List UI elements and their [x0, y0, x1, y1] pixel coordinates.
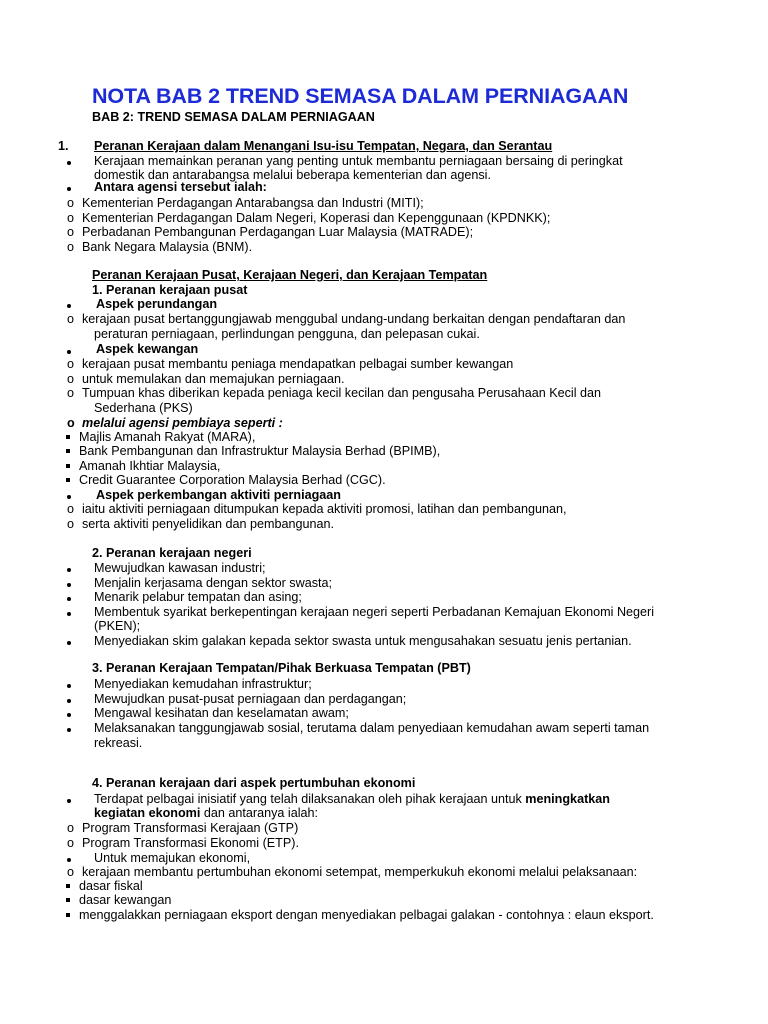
bullet-dot: [67, 583, 71, 587]
list-item: menggalakkan perniagaan eksport dengan menyediakan pelbagai galakan - contohnya : elaun eksport.: [79, 908, 654, 922]
bullet-dot: [67, 187, 71, 191]
paragraph-line: [94, 792, 610, 807]
subsection-heading: 4. Peranan kerajaan dari aspek pertumbuhan ekonomi: [92, 776, 416, 790]
circle-bullet: o: [67, 225, 75, 239]
list-item: Menyediakan skim galakan kepada sektor swasta untuk mengusahakan sesuatu jenis pertanian.: [94, 634, 632, 648]
paragraph-line: Untuk memajukan ekonomi,: [94, 851, 251, 865]
list-item: Menjalin kerjasama dengan sektor swasta;: [94, 576, 333, 590]
square-bullet: [66, 464, 70, 468]
square-bullet: [66, 884, 70, 888]
bullet-dot: [67, 799, 71, 803]
list-item: Program Transformasi Kerajaan (GTP): [82, 821, 299, 835]
circle-bullet: o: [67, 865, 75, 879]
list-item: Kementerian Perdagangan Dalam Negeri, Koperasi dan Kepenggunaan (KPDNKK);: [82, 211, 551, 225]
circle-bullet: o: [67, 196, 75, 210]
list-item: Tumpuan khas diberikan kepada peniaga kecil kecilan dan pengusaha Perusahaan Kecil dan: [82, 386, 602, 400]
list-item: Menyediakan kemudahan infrastruktur;: [94, 677, 312, 691]
section-heading: Peranan Kerajaan Pusat, Kerajaan Negeri, dan Kerajaan Tempatan: [92, 268, 488, 282]
list-item: Credit Guarantee Corporation Malaysia Berhad (CGC).: [79, 473, 386, 487]
list-item: Bank Negara Malaysia (BNM).: [82, 240, 253, 254]
list-item: kerajaan pusat membantu peniaga mendapatkan pelbagai sumber kewangan: [82, 357, 514, 371]
subsection-heading: 2. Peranan kerajaan negeri: [92, 546, 252, 560]
circle-bullet: o: [67, 240, 75, 254]
bullet-dot: [67, 684, 71, 688]
paragraph-text: Terdapat pelbagai inisiatif yang telah dilaksanakan oleh pihak kerajaan untuk: [94, 792, 526, 806]
bullet-dot: [67, 858, 71, 862]
circle-bullet: o: [67, 357, 75, 371]
aspect-heading: Aspek kewangan: [96, 342, 199, 356]
bullet-dot: [67, 597, 71, 601]
bullet-dot: [67, 699, 71, 703]
subsection-heading: 3. Peranan Kerajaan Tempatan/Pihak Berkuasa Tempatan (PBT): [92, 661, 471, 675]
square-bullet: [66, 449, 70, 453]
paragraph-line: domestik dan antarabangsa melalui beberapa kementerian dan agensi.: [94, 168, 491, 182]
circle-bullet: o: [67, 821, 75, 835]
list-item: Menarik pelabur tempatan dan asing;: [94, 590, 302, 604]
circle-bullet: o: [67, 211, 75, 225]
circle-bullet: o: [67, 312, 75, 326]
list-item: Mengawal kesihatan dan keselamatan awam;: [94, 706, 349, 720]
list-item-cont: Sederhana (PKS): [94, 401, 193, 415]
bullet-dot: [67, 304, 71, 308]
list-item: kerajaan pusat bertanggungjawab menggubal undang-undang berkaitan dengan pendaftaran dan: [82, 312, 626, 326]
list-intro: Antara agensi tersebut ialah:: [94, 180, 267, 194]
aspect-heading: Aspek perundangan: [96, 297, 218, 311]
emphasis-text: meningkatkan: [525, 792, 610, 806]
list-item: Mewujudkan kawasan industri;: [94, 561, 266, 575]
section-heading: Peranan Kerajaan dalam Menangani Isu-isu Tempatan, Negara, dan Serantau: [94, 139, 553, 153]
list-item-cont: rekreasi.: [94, 736, 143, 750]
bullet-dot: [67, 568, 71, 572]
square-bullet: [66, 913, 70, 917]
list-item: Perbadanan Pembangunan Perdagangan Luar Malaysia (MATRADE);: [82, 225, 474, 239]
bullet-dot: [67, 495, 71, 499]
circle-bullet: o: [67, 372, 75, 386]
bullet-dot: [67, 641, 71, 645]
bullet-dot: [67, 350, 71, 354]
circle-bullet: o: [67, 517, 75, 531]
paragraph-text: dan antaranya ialah:: [200, 806, 319, 820]
list-item: Majlis Amanah Rakyat (MARA),: [79, 430, 256, 444]
document-title: NOTA BAB 2 TREND SEMASA DALAM PERNIAGAAN: [92, 84, 629, 108]
bullet-dot: [67, 728, 71, 732]
circle-bullet: o: [67, 836, 75, 850]
paragraph-line: [94, 806, 318, 821]
list-item-cont: peraturan perniagaan, perlindungan pengguna, dan pelepasan cukai.: [94, 327, 480, 341]
aspect-heading: Aspek perkembangan aktiviti perniagaan: [96, 488, 341, 502]
circle-bullet: o: [67, 416, 75, 430]
section-number: 1.: [58, 139, 69, 153]
list-item: Melaksanakan tanggungjawab sosial, terutama dalam penyediaan kemudahan awam seperti taman: [94, 721, 650, 735]
list-item: Program Transformasi Ekonomi (ETP).: [82, 836, 299, 850]
list-item: dasar kewangan: [79, 893, 172, 907]
list-item-cont: (PKEN);: [94, 619, 141, 633]
subsection-label: 1. Peranan kerajaan pusat: [92, 283, 248, 297]
list-item: melalui agensi pembiaya seperti :: [82, 416, 283, 430]
paragraph-line: kerajaan membantu pertumbuhan ekonomi setempat, memperkukuh ekonomi melalui pelaksanaan:: [82, 865, 638, 879]
bullet-dot: [67, 612, 71, 616]
list-item: untuk memulakan dan memajukan perniagaan.: [82, 372, 345, 386]
square-bullet: [66, 435, 70, 439]
document-subtitle: BAB 2: TREND SEMASA DALAM PERNIAGAAN: [92, 110, 375, 124]
bullet-dot: [67, 713, 71, 717]
circle-bullet: o: [67, 502, 75, 516]
list-item: Amanah Ikhtiar Malaysia,: [79, 459, 221, 473]
subsection-heading: [92, 283, 247, 298]
list-item: serta aktiviti penyelidikan dan pembangunan.: [82, 517, 335, 531]
square-bullet: [66, 898, 70, 902]
list-item: Kementerian Perdagangan Antarabangsa dan Industri (MITI);: [82, 196, 424, 210]
paragraph-line: Kerajaan memainkan peranan yang penting untuk membantu perniagaan bersaing di peringkat: [94, 154, 623, 168]
list-item: Mewujudkan pusat-pusat perniagaan dan perdagangan;: [94, 692, 407, 706]
bullet-dot: [67, 161, 71, 165]
list-item: Bank Pembangunan dan Infrastruktur Malaysia Berhad (BPIMB),: [79, 444, 441, 458]
list-item: iaitu aktiviti perniagaan ditumpukan kepada aktiviti promosi, latihan dan pembangunan,: [82, 502, 567, 516]
list-item: Membentuk syarikat berkepentingan kerajaan negeri seperti Perbadanan Kemajuan Ekonomi Negeri: [94, 605, 655, 619]
square-bullet: [66, 478, 70, 482]
circle-bullet: o: [67, 386, 75, 400]
list-item: dasar fiskal: [79, 879, 143, 893]
emphasis-text: kegiatan ekonomi: [94, 806, 201, 820]
